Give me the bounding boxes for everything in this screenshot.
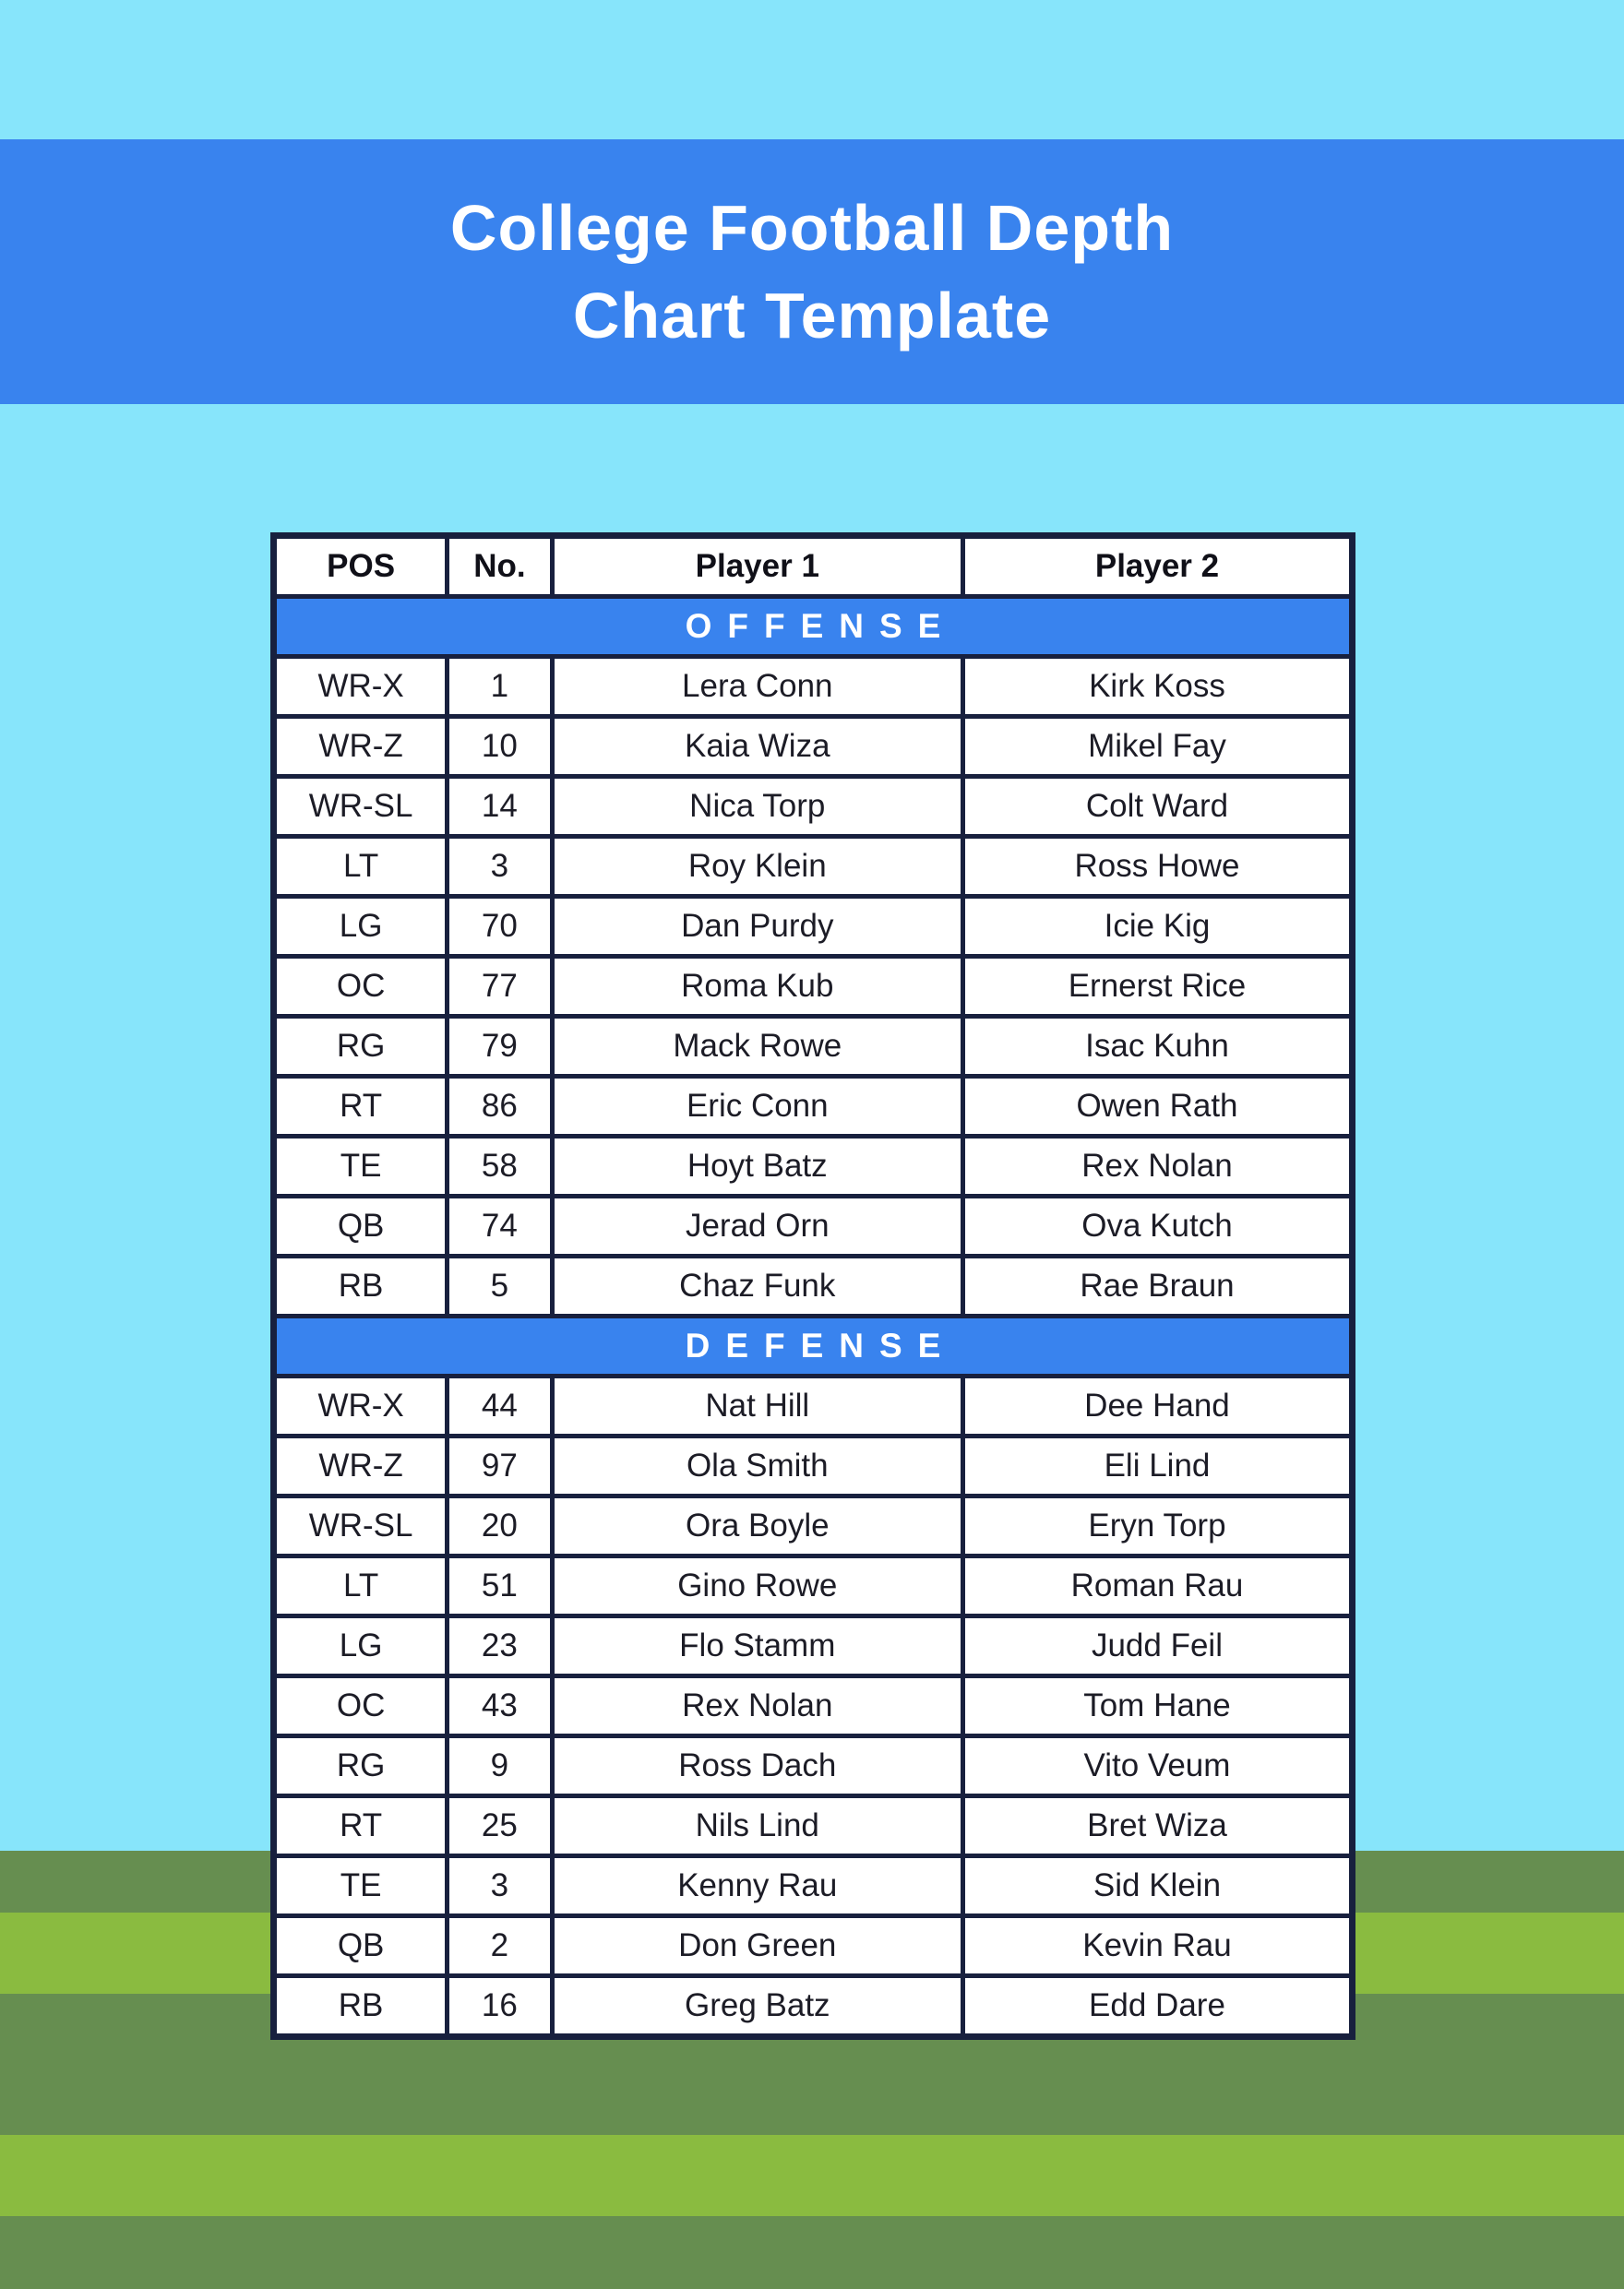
pos-cell: RT bbox=[274, 1796, 448, 1856]
number-cell: 2 bbox=[448, 1916, 552, 1976]
player1-cell: Kaia Wiza bbox=[552, 717, 962, 777]
number-cell: 20 bbox=[448, 1496, 552, 1556]
player1-cell: Lera Conn bbox=[552, 657, 962, 717]
player2-cell: Rae Braun bbox=[962, 1257, 1352, 1317]
header-number: No. bbox=[448, 536, 552, 597]
table-row bbox=[274, 657, 1353, 717]
table-row bbox=[274, 897, 1353, 957]
pos-cell: WR-Z bbox=[274, 1437, 448, 1496]
player1-cell: Hoyt Batz bbox=[552, 1137, 962, 1197]
number-cell: 9 bbox=[448, 1736, 552, 1796]
page-title-line-2: Chart Template bbox=[572, 279, 1052, 352]
table-row bbox=[274, 1257, 1353, 1317]
number-cell: 23 bbox=[448, 1616, 552, 1676]
pos-cell: LT bbox=[274, 837, 448, 897]
pos-cell: RT bbox=[274, 1077, 448, 1137]
pos-cell: WR-SL bbox=[274, 777, 448, 837]
table-row bbox=[274, 837, 1353, 897]
player1-cell: Ola Smith bbox=[552, 1437, 962, 1496]
player2-cell: Ova Kutch bbox=[962, 1197, 1352, 1257]
player1-cell: Nils Lind bbox=[552, 1796, 962, 1856]
player1-cell: Mack Rowe bbox=[552, 1017, 962, 1077]
player2-cell: Mikel Fay bbox=[962, 717, 1352, 777]
number-cell: 70 bbox=[448, 897, 552, 957]
number-cell: 10 bbox=[448, 717, 552, 777]
title-band bbox=[0, 139, 1624, 404]
player2-cell: Vito Veum bbox=[962, 1736, 1352, 1796]
table-row bbox=[274, 1197, 1353, 1257]
table-row bbox=[274, 1017, 1353, 1077]
player2-cell: Tom Hane bbox=[962, 1676, 1352, 1736]
field-stripe-light bbox=[0, 2135, 1624, 2216]
page-title bbox=[450, 185, 1174, 360]
section-label: DEFENSE bbox=[274, 1317, 1353, 1377]
number-cell: 3 bbox=[448, 837, 552, 897]
depth-chart-table bbox=[270, 532, 1355, 2040]
player2-cell: Dee Hand bbox=[962, 1377, 1352, 1437]
number-cell: 3 bbox=[448, 1856, 552, 1916]
player1-cell: Eric Conn bbox=[552, 1077, 962, 1137]
player2-cell: Isac Kuhn bbox=[962, 1017, 1352, 1077]
table-row bbox=[274, 1796, 1353, 1856]
table-header-row bbox=[274, 536, 1353, 597]
table-row bbox=[274, 957, 1353, 1017]
player1-cell: Chaz Funk bbox=[552, 1257, 962, 1317]
player2-cell: Ernerst Rice bbox=[962, 957, 1352, 1017]
player1-cell: Nat Hill bbox=[552, 1377, 962, 1437]
player2-cell: Judd Feil bbox=[962, 1616, 1352, 1676]
player1-cell: Roy Klein bbox=[552, 837, 962, 897]
player2-cell: Rex Nolan bbox=[962, 1137, 1352, 1197]
page-title-line-1: College Football Depth bbox=[449, 191, 1175, 264]
pos-cell: QB bbox=[274, 1916, 448, 1976]
number-cell: 44 bbox=[448, 1377, 552, 1437]
player2-cell: Bret Wiza bbox=[962, 1796, 1352, 1856]
player1-cell: Rex Nolan bbox=[552, 1676, 962, 1736]
number-cell: 97 bbox=[448, 1437, 552, 1496]
field-stripe-dark bbox=[0, 2216, 1624, 2289]
player2-cell: Ross Howe bbox=[962, 837, 1352, 897]
pos-cell: RG bbox=[274, 1736, 448, 1796]
number-cell: 79 bbox=[448, 1017, 552, 1077]
table-row bbox=[274, 1077, 1353, 1137]
table-row bbox=[274, 1496, 1353, 1556]
table-row bbox=[274, 1736, 1353, 1796]
player1-cell: Gino Rowe bbox=[552, 1556, 962, 1616]
table-row bbox=[274, 1616, 1353, 1676]
pos-cell: WR-X bbox=[274, 1377, 448, 1437]
section-header-defense bbox=[274, 1317, 1353, 1377]
pos-cell: RB bbox=[274, 1976, 448, 2037]
player1-cell: Ora Boyle bbox=[552, 1496, 962, 1556]
number-cell: 14 bbox=[448, 777, 552, 837]
section-header-offense bbox=[274, 597, 1353, 657]
table-row bbox=[274, 777, 1353, 837]
pos-cell: TE bbox=[274, 1137, 448, 1197]
player2-cell: Eryn Torp bbox=[962, 1496, 1352, 1556]
player2-cell: Eli Lind bbox=[962, 1437, 1352, 1496]
pos-cell: TE bbox=[274, 1856, 448, 1916]
player2-cell: Kirk Koss bbox=[962, 657, 1352, 717]
pos-cell: RB bbox=[274, 1257, 448, 1317]
player2-cell: Kevin Rau bbox=[962, 1916, 1352, 1976]
player1-cell: Flo Stamm bbox=[552, 1616, 962, 1676]
pos-cell: QB bbox=[274, 1197, 448, 1257]
pos-cell: LG bbox=[274, 1616, 448, 1676]
player2-cell: Roman Rau bbox=[962, 1556, 1352, 1616]
number-cell: 74 bbox=[448, 1197, 552, 1257]
number-cell: 25 bbox=[448, 1796, 552, 1856]
pos-cell: LT bbox=[274, 1556, 448, 1616]
player2-cell: Owen Rath bbox=[962, 1077, 1352, 1137]
table-row bbox=[274, 1137, 1353, 1197]
number-cell: 1 bbox=[448, 657, 552, 717]
table-row bbox=[274, 1916, 1353, 1976]
table-row bbox=[274, 1976, 1353, 2037]
number-cell: 77 bbox=[448, 957, 552, 1017]
table-row bbox=[274, 1377, 1353, 1437]
player1-cell: Don Green bbox=[552, 1916, 962, 1976]
player2-cell: Colt Ward bbox=[962, 777, 1352, 837]
number-cell: 43 bbox=[448, 1676, 552, 1736]
number-cell: 58 bbox=[448, 1137, 552, 1197]
player2-cell: Edd Dare bbox=[962, 1976, 1352, 2037]
pos-cell: WR-Z bbox=[274, 717, 448, 777]
pos-cell: WR-SL bbox=[274, 1496, 448, 1556]
number-cell: 86 bbox=[448, 1077, 552, 1137]
player1-cell: Roma Kub bbox=[552, 957, 962, 1017]
number-cell: 16 bbox=[448, 1976, 552, 2037]
player1-cell: Greg Batz bbox=[552, 1976, 962, 2037]
table-row bbox=[274, 1556, 1353, 1616]
player2-cell: Sid Klein bbox=[962, 1856, 1352, 1916]
number-cell: 5 bbox=[448, 1257, 552, 1317]
player2-cell: Icie Kig bbox=[962, 897, 1352, 957]
player1-cell: Ross Dach bbox=[552, 1736, 962, 1796]
player1-cell: Jerad Orn bbox=[552, 1197, 962, 1257]
pos-cell: RG bbox=[274, 1017, 448, 1077]
header-pos: POS bbox=[274, 536, 448, 597]
player1-cell: Dan Purdy bbox=[552, 897, 962, 957]
table-row bbox=[274, 717, 1353, 777]
table-row bbox=[274, 1676, 1353, 1736]
player1-cell: Nica Torp bbox=[552, 777, 962, 837]
pos-cell: OC bbox=[274, 957, 448, 1017]
pos-cell: OC bbox=[274, 1676, 448, 1736]
section-label: OFFENSE bbox=[274, 597, 1353, 657]
pos-cell: WR-X bbox=[274, 657, 448, 717]
table-row bbox=[274, 1437, 1353, 1496]
pos-cell: LG bbox=[274, 897, 448, 957]
number-cell: 51 bbox=[448, 1556, 552, 1616]
header-player2: Player 2 bbox=[962, 536, 1352, 597]
table-row bbox=[274, 1856, 1353, 1916]
header-player1: Player 1 bbox=[552, 536, 962, 597]
player1-cell: Kenny Rau bbox=[552, 1856, 962, 1916]
